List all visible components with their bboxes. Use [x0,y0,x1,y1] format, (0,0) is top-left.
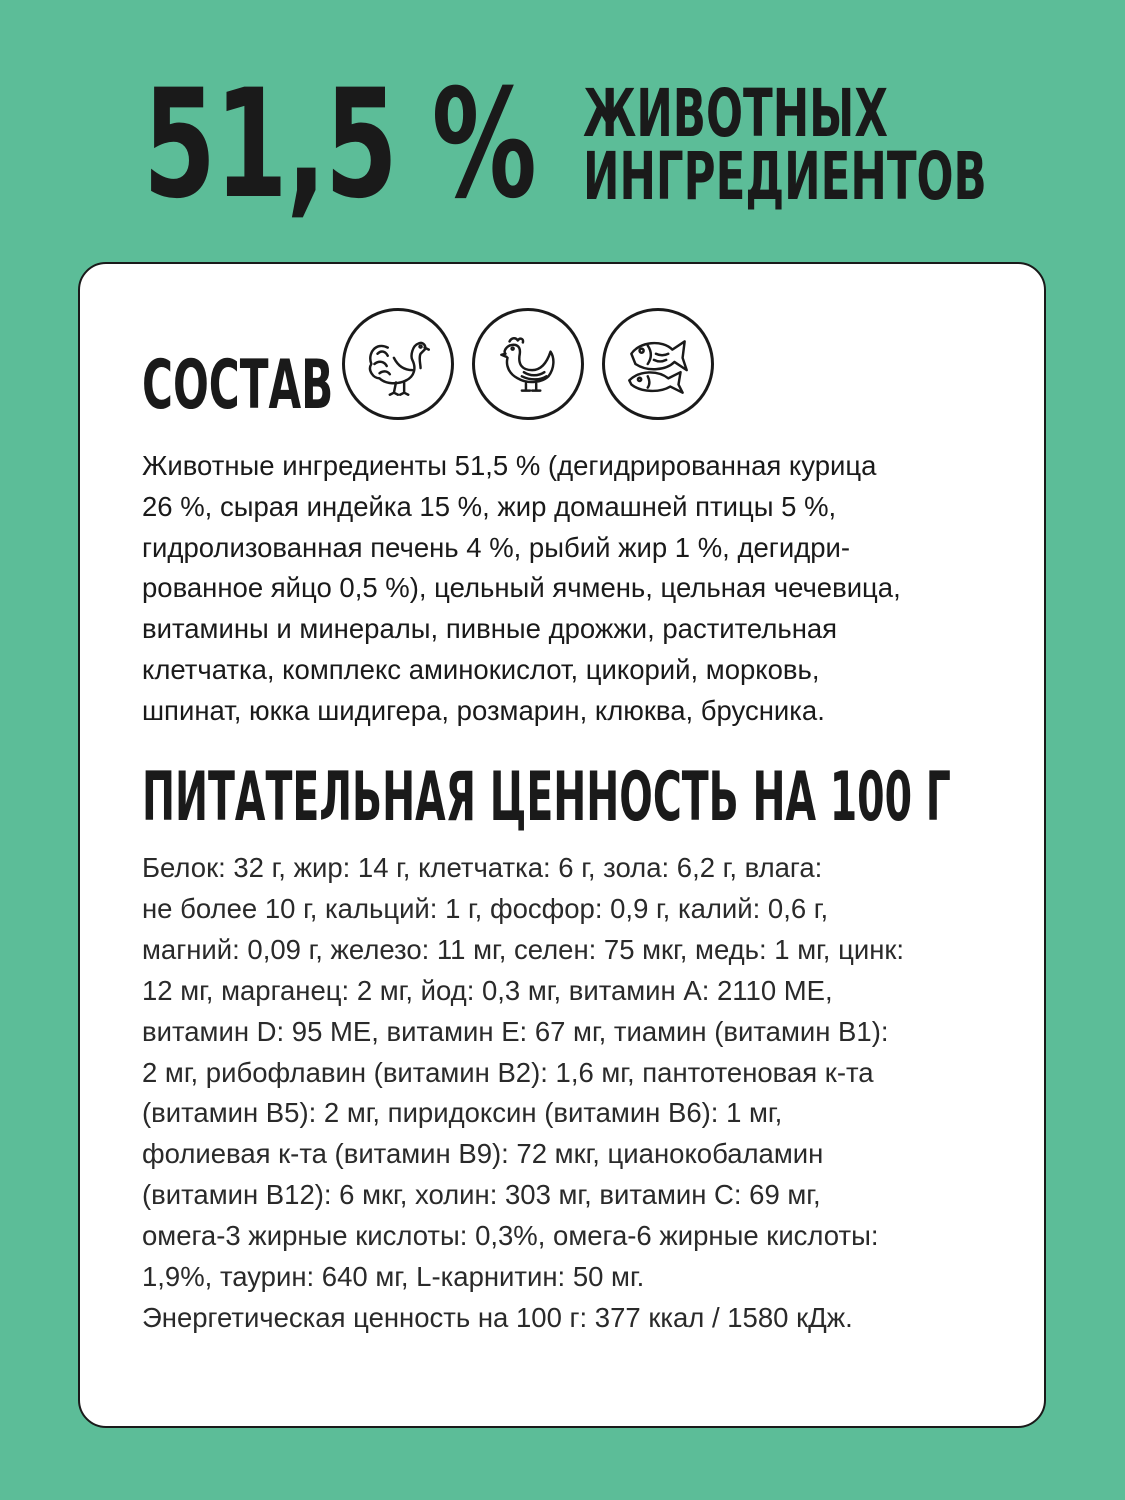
nutrition-line: омега-3 жирные кислоты: 0,3%, омега-6 жирные кислоты: [142,1220,879,1252]
ingredient-icons [342,308,714,420]
info-card [78,262,1046,1428]
nutrition-line: Белок: 32 г, жир: 14 г, клетчатка: 6 г, зола: 6,2 г, влага: [142,852,823,883]
composition-line: витамины и минералы, пивные дрожжи, растительная [142,613,838,645]
composition-line: клетчатка, комплекс аминокислот, цикорий, морковь, [142,653,820,685]
composition-line: Животные ингредиенты 51,5 % (дегидрированная курица [142,450,877,481]
nutrition-text [142,848,1002,1339]
nutrition-line: фолиевая к-та (витамин В9): 72 мкг, цианокобаламин [142,1138,824,1170]
nutrition-title: ПИТАТЕЛЬНАЯ ЦЕННОСТЬ НА 100 Г [142,758,951,837]
fish-icon [602,308,714,420]
composition-line: гидролизованная печень 4 %, рыбий жир 1 %, дегидри- [142,531,851,563]
headline [143,58,1125,232]
subtitle-line-2: ИНГРЕДИЕНТОВ [583,138,987,215]
nutrition-line: 12 мг, марганец: 2 мг, йод: 0,3 мг, витамин А: 2110 МЕ, [142,974,833,1006]
composition-title: СОСТАВ [142,346,334,425]
chicken-icon [472,308,584,420]
headline-subtitle [583,75,987,215]
nutrition-line: не более 10 г, кальций: 1 г, фосфор: 0,9 г, калий: 0,6 г, [142,892,829,924]
nutrition-line: 1,9%, таурин: 640 мг, L-карнитин: 50 мг. [142,1261,645,1293]
subtitle-line-1: ЖИВОТНЫХ [583,75,888,152]
composition-text [142,446,1002,732]
nutrition-line: магний: 0,09 г, железо: 11 мг, селен: 75 мкг, медь: 1 мг, цинк: [142,933,905,965]
nutrition-line: витамин D: 95 МЕ, витамин Е: 67 мг, тиамин (витамин В1): [142,1015,889,1047]
nutrition-line: Энергетическая ценность на 100 г: 377 ккал / 1580 кДж. [142,1301,853,1333]
composition-line: рованное яйцо 0,5 %), цельный ячмень, цельная чечевица, [142,572,901,604]
nutrition-line: (витамин В5): 2 мг, пиридоксин (витамин В6): 1 мг, [142,1097,783,1129]
animal-ingredients-percent: 51,5 % [143,58,536,232]
composition-line: 26 %, сырая индейка 15 %, жир домашней птицы 5 %, [142,490,837,522]
turkey-icon [342,308,454,420]
composition-line: шпинат, юкка шидигера, розмарин, клюква, брусника. [142,694,825,726]
nutrition-line: (витамин В12): 6 мкг, холин: 303 мг, витамин С: 69 мг, [142,1179,821,1211]
nutrition-line: 2 мг, рибофлавин (витамин В2): 1,6 мг, пантотеновая к-та [142,1056,874,1088]
